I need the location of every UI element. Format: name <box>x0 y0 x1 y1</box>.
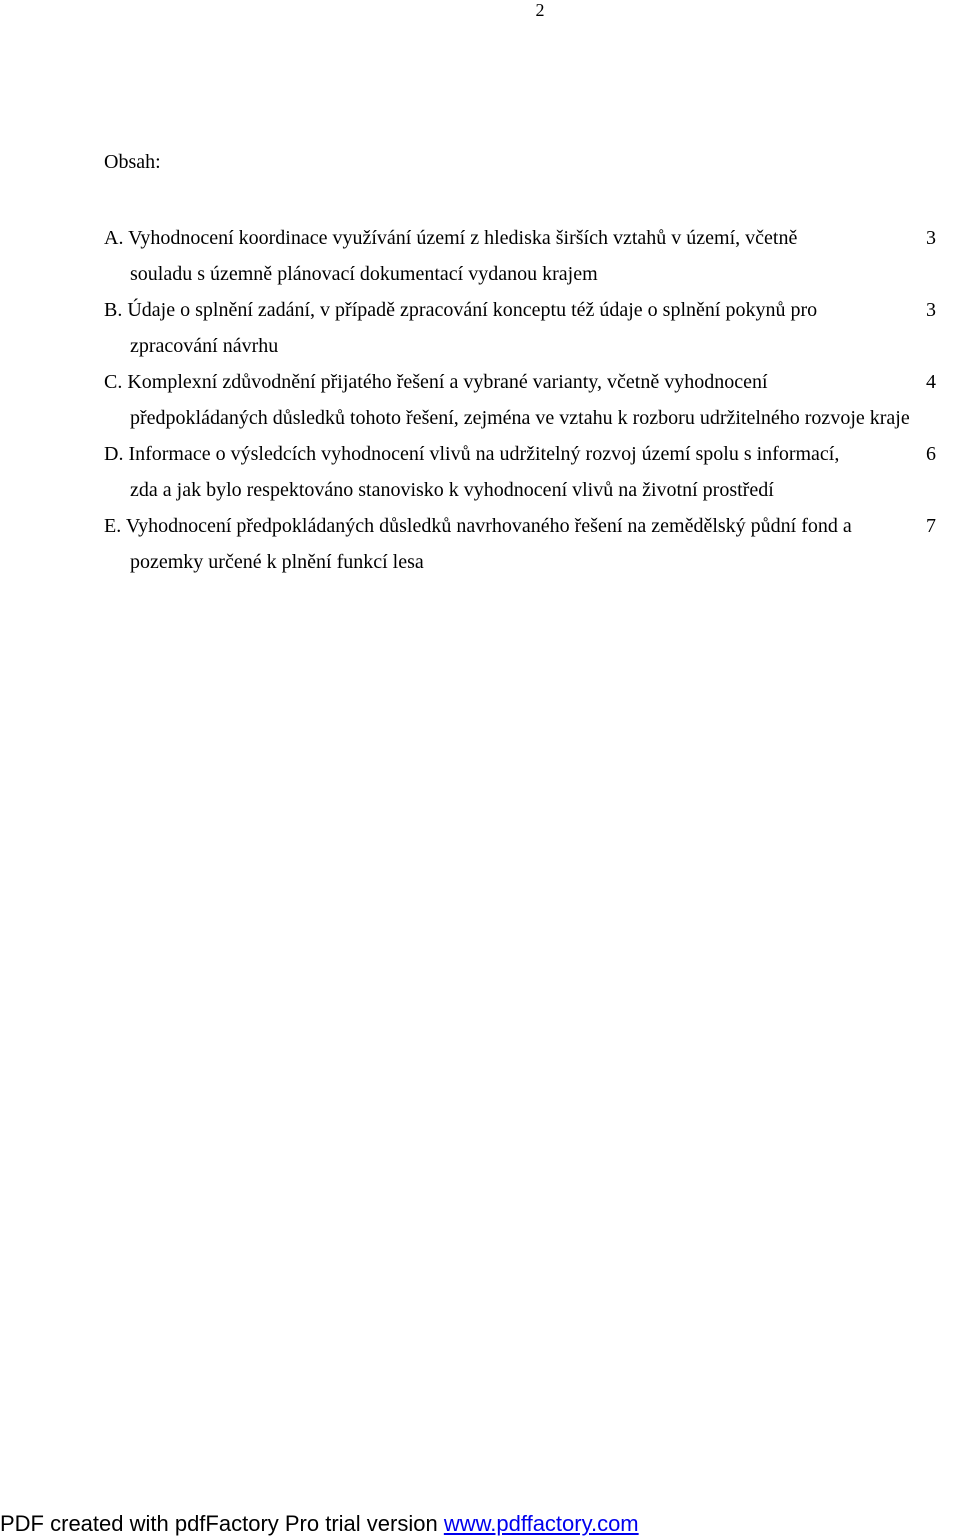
toc-page-number: 4 <box>926 371 936 393</box>
toc-item-b[interactable] <box>104 292 936 364</box>
toc-title-line1: Komplexní zdůvodnění přijatého řešení a vybrané varianty, včetně vyhodnocení <box>127 371 768 393</box>
toc-heading: Obsah: <box>104 151 161 173</box>
footer-text: PDF created with pdfFactory Pro trial version <box>0 1511 444 1536</box>
toc-letter: A. <box>104 227 124 249</box>
toc-title-line1: Údaje o splnění zadání, v případě zpracování konceptu též údaje o splnění pokynů pro <box>127 299 818 321</box>
toc-letter: B. <box>104 299 123 321</box>
toc-title-line1: Vyhodnocení předpokládaných důsledků navrhovaného řešení na zemědělský půdní fond a <box>125 515 852 537</box>
pdf-footer <box>0 1510 639 1538</box>
toc-title-line1: Informace o výsledcích vyhodnocení vlivů na udržitelný rozvoj území spolu s informací, <box>128 443 840 465</box>
footer-link[interactable]: www.pdffactory.com <box>443 1511 639 1536</box>
toc-page-number: 6 <box>926 443 936 465</box>
toc-letter: D. <box>104 443 124 465</box>
toc-letter: E. <box>104 515 122 537</box>
toc-page-number: 3 <box>926 227 936 249</box>
toc-title-line2: předpokládaných důsledků tohoto řešení, zejména ve vztahu k rozboru udržitelného rozvoje kraje <box>130 407 910 429</box>
table-of-contents <box>104 220 936 580</box>
toc-title-line2: zda a jak bylo respektováno stanovisko k vyhodnocení vlivů na životní prostředí <box>130 479 774 501</box>
toc-title-line2: souladu s územně plánovací dokumentací vydanou krajem <box>130 263 598 285</box>
toc-title-line2: zpracování návrhu <box>130 335 279 357</box>
toc-page-number: 3 <box>926 299 936 321</box>
toc-item-c[interactable] <box>104 364 936 436</box>
toc-item-a[interactable] <box>104 220 936 292</box>
toc-item-e[interactable] <box>104 508 936 580</box>
toc-title-line1: Vyhodnocení koordinace využívání území z hlediska širších vztahů v území, včetně <box>128 227 798 249</box>
toc-page-number: 7 <box>926 515 936 537</box>
toc-item-d[interactable] <box>104 436 936 508</box>
toc-letter: C. <box>104 371 123 393</box>
toc-title-line2: pozemky určené k plnění funkcí lesa <box>130 551 424 573</box>
page-number: 2 <box>535 0 545 20</box>
